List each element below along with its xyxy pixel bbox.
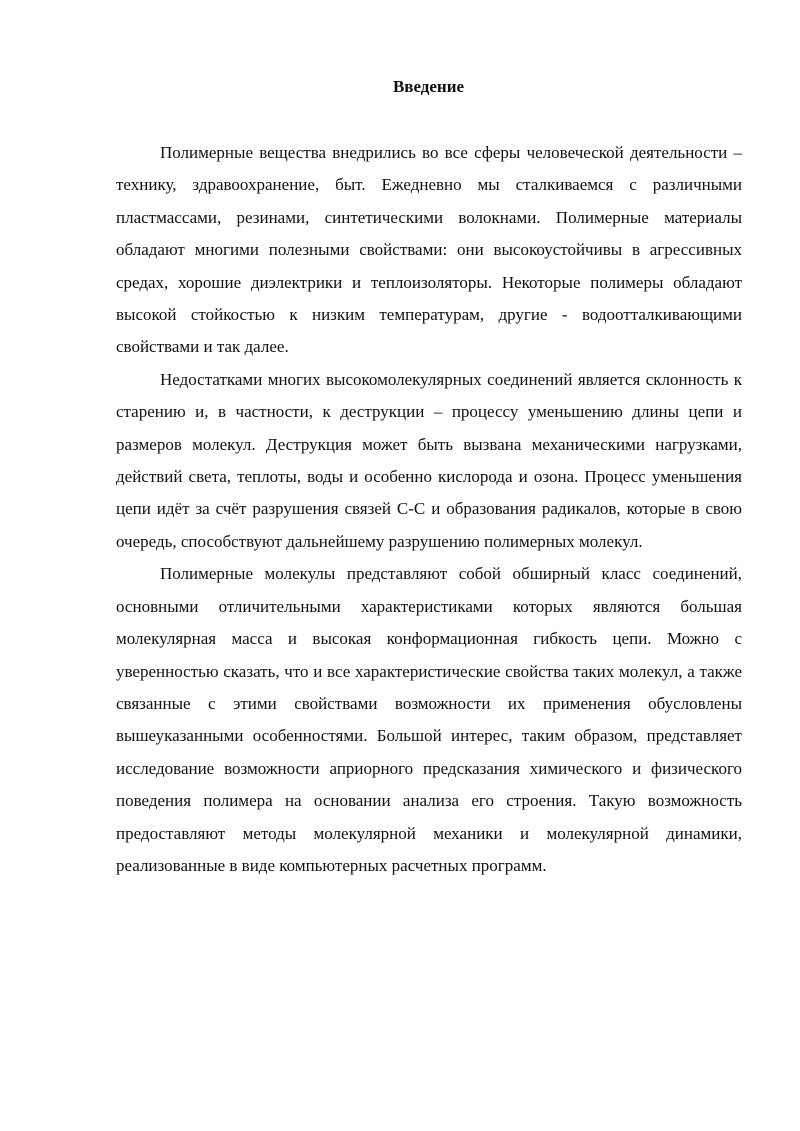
paragraph-3: Полимерные молекулы представляют собой обширный класс соединений, основными отличительными характеристиками которых являются большая молекулярная масса и высокая конформационная гибкость цепи. Можно с уверенностью сказать, что и все характеристические свойства таких молекул, а также связанные с этими свойствами возможности их применения обусловлены вышеуказанными особенностями. Большой интерес, таким образом, представляет исследование возможности априорного предсказания химического и физического поведения полимера на основании анализа его строения. Такую возможность предоставляют методы молекулярной механики и молекулярной динамики, реализованные в виде компьютерных расчетных программ. <box>116 564 742 875</box>
paragraph-1: Полимерные вещества внедрились во все сферы человеческой деятельности – технику, здравоохранение, быт. Ежедневно мы сталкиваемся с различными пластмассами, резинами, синтетическими волокнами. Полимерные материалы обладают многими полезными свойствами: они высокоустойчивы в агрессивных средах, хорошие диэлектрики и теплоизоляторы. Некоторые полимеры обладают высокой стойкостью к низким температурам, другие - водоотталкивающими свойствами и так далее. <box>116 143 742 357</box>
page-title: Введение <box>392 77 465 96</box>
paragraph-2: Недостатками многих высокомолекулярных соединений является склонность к старению и, в частности, к деструкции – процессу уменьшению длины цепи и размеров молекул. Деструкция может быть вызвана механическими нагрузками, действий света, теплоты, воды и особенно кислорода и озона. Процесс уменьшения цепи идёт за счёт разрушения связей С-С и образования радикалов, которые в свою очередь, способствуют дальнейшему разрушению полимерных молекул. <box>116 369 742 551</box>
document-body <box>116 137 742 882</box>
